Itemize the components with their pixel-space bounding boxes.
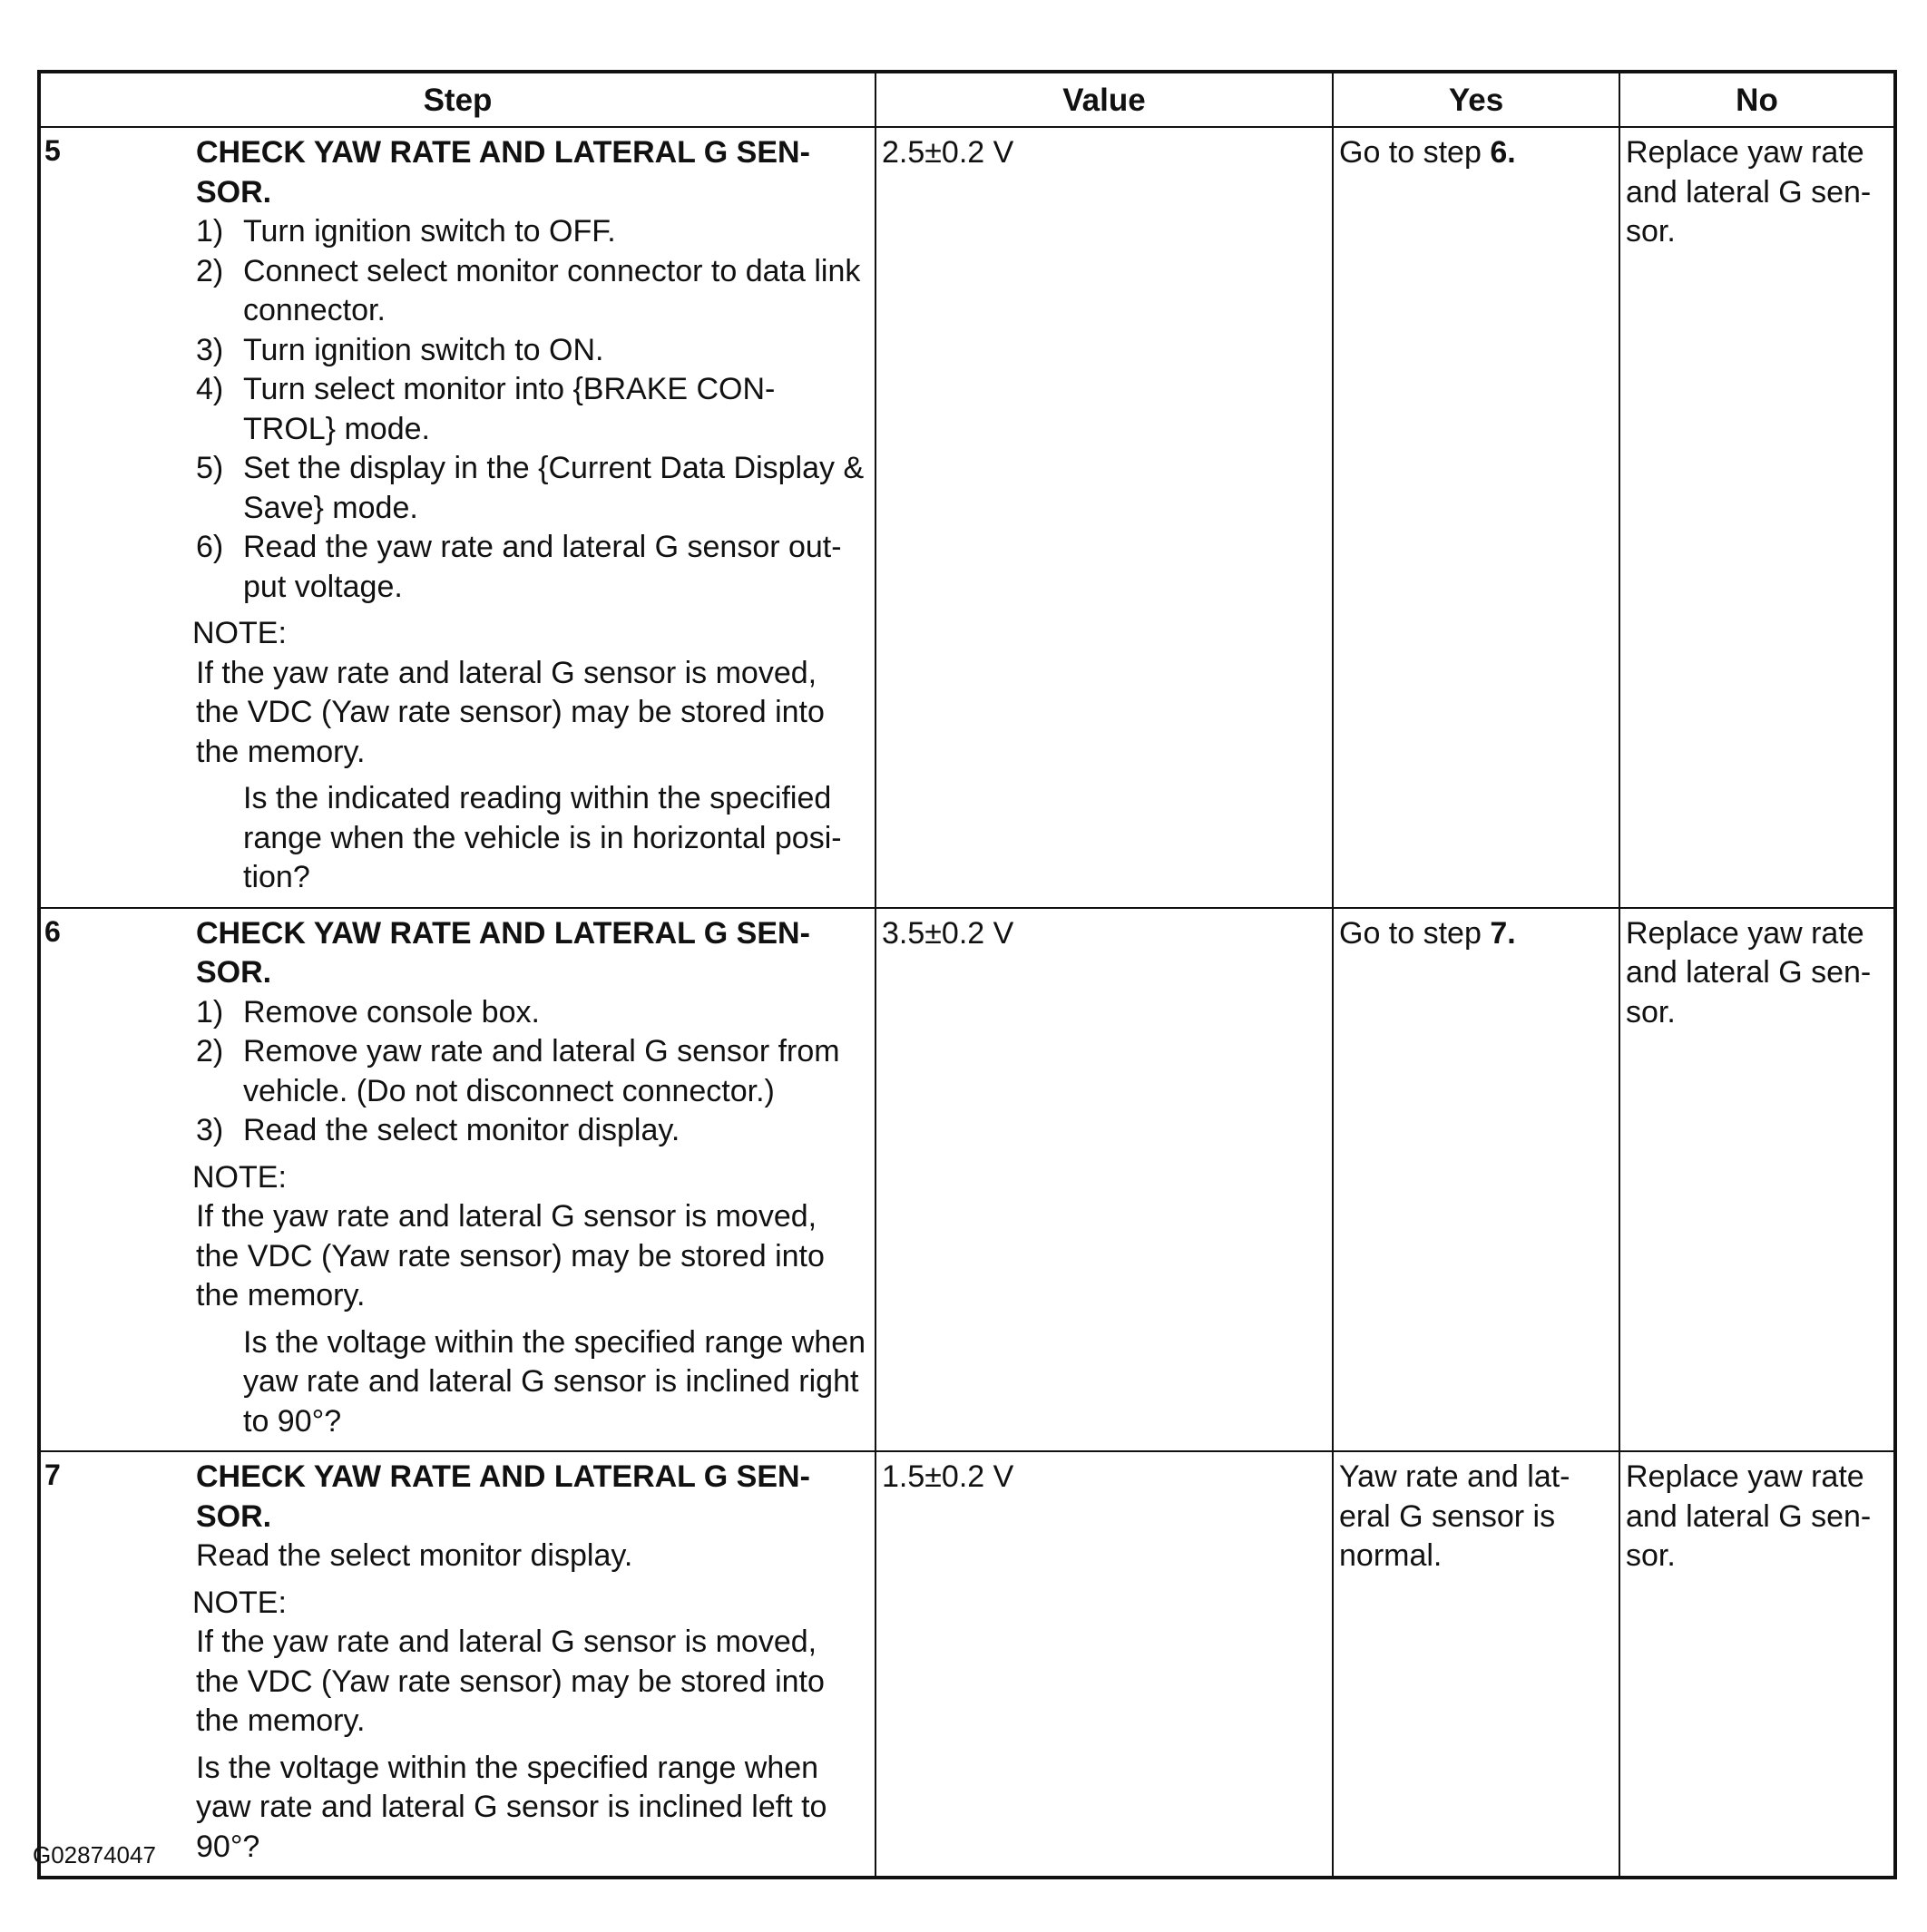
note-label: NOTE:: [192, 1159, 287, 1195]
no-cell: Replace yaw rate and lateral G sen-sor.: [1619, 127, 1895, 908]
yes-text: Go to step: [1339, 135, 1491, 170]
list-item: 3) Read the select monitor display.: [196, 1113, 680, 1147]
step-question: Is the indicated reading within the specified range when the vehicle is in horizontal posi-tion?: [243, 781, 842, 894]
step-question: Is the voltage within the specified range when yaw rate and lateral G sensor is inclined left to 90°?: [196, 1750, 827, 1864]
step-title: CHECK YAW RATE AND LATERAL G SEN-SOR.: [196, 915, 810, 990]
yes-step-link: 6.: [1490, 135, 1516, 170]
table-row: [39, 127, 1895, 908]
yes-step-link: 7.: [1490, 915, 1516, 951]
no-cell: Replace yaw rate and lateral G sen-sor.: [1619, 908, 1895, 1452]
table-row: [39, 908, 1895, 1452]
value-cell: 3.5±0.2 V: [875, 908, 1333, 1452]
table-row: [39, 1451, 1895, 1878]
list-item: 5) Set the display in the {Current Data Display & Save} mode.: [196, 451, 865, 525]
list-item: 3) Turn ignition switch to ON.: [196, 332, 604, 367]
header-step: Step: [39, 72, 875, 127]
note-text: If the yaw rate and lateral G sensor is moved, the VDC (Yaw rate sensor) may be stored into the memory.: [196, 655, 825, 769]
step-cell: [39, 127, 875, 908]
step-cell: [39, 1451, 875, 1878]
no-cell: Replace yaw rate and lateral G sen-sor.: [1619, 1451, 1895, 1878]
list-item: 6) Read the yaw rate and lateral G sensor out-put voltage.: [196, 530, 842, 604]
header-value: Value: [875, 72, 1333, 127]
step-title: CHECK YAW RATE AND LATERAL G SEN-SOR.: [196, 1459, 810, 1534]
note-label: NOTE:: [192, 616, 287, 650]
step-number: 6: [44, 914, 61, 948]
step-number: 7: [44, 1459, 61, 1491]
yes-cell: Yaw rate and lat-eral G sensor is normal.: [1333, 1451, 1619, 1878]
yes-cell: [1333, 127, 1619, 908]
list-item: 4) Turn select monitor into {BRAKE CON-TROL} mode.: [196, 372, 776, 446]
yes-cell: [1333, 908, 1619, 1452]
note-text: If the yaw rate and lateral G sensor is moved, the VDC (Yaw rate sensor) may be stored into the memory.: [196, 1625, 825, 1738]
table-header-row: [39, 72, 1895, 127]
note-label: NOTE:: [192, 1585, 287, 1620]
note-text: If the yaw rate and lateral G sensor is moved, the VDC (Yaw rate sensor) may be stored into the memory.: [196, 1199, 825, 1312]
list-item: 1) Turn ignition switch to OFF.: [196, 214, 616, 249]
step-cell: [39, 908, 875, 1452]
step-number: 5: [44, 134, 61, 167]
list-item: 1) Remove console box.: [196, 994, 540, 1029]
document-id: G02874047: [33, 1841, 156, 1869]
step-question: Is the voltage within the specified range when yaw rate and lateral G sensor is inclined right to 90°?: [243, 1324, 866, 1439]
list-item: 2) Remove yaw rate and lateral G sensor from vehicle. (Do not disconnect connector.): [196, 1034, 840, 1108]
value-cell: 1.5±0.2 V: [875, 1451, 1333, 1878]
header-yes: Yes: [1333, 72, 1619, 127]
diagnostic-table: [37, 70, 1897, 1879]
list-item: 2) Connect select monitor connector to data link connector.: [196, 253, 861, 327]
value-cell: 2.5±0.2 V: [875, 127, 1333, 908]
yes-text: Go to step: [1339, 915, 1491, 951]
step-instruction: Read the select monitor display.: [196, 1538, 633, 1573]
header-no: No: [1619, 72, 1895, 127]
step-title: CHECK YAW RATE AND LATERAL G SEN-SOR.: [196, 135, 810, 210]
